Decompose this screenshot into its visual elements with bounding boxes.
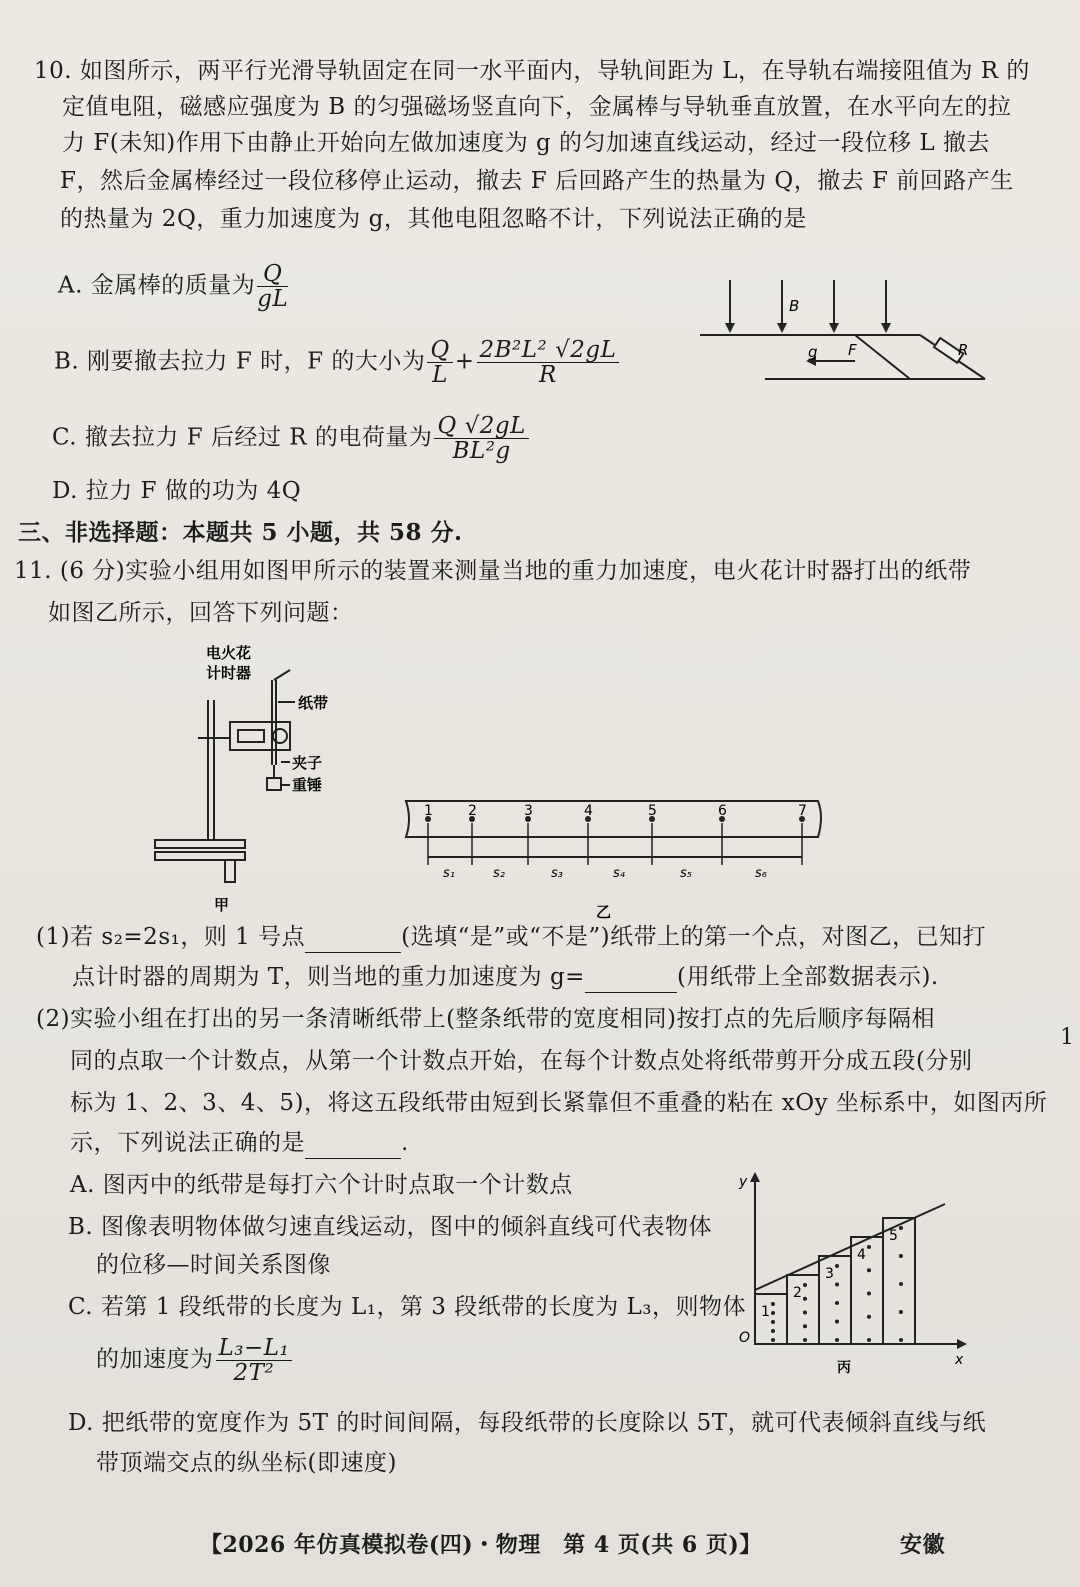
field-arrow-head-1 — [725, 323, 735, 333]
strip-4-dot — [867, 1292, 871, 1296]
tape-strip-2 — [787, 1275, 819, 1344]
q11-option-d-line-1: D. 把纸带的宽度作为 5T 的时间间隔，每段纸带的长度除以 5T，就可代表倾斜直线与纸 — [68, 1410, 987, 1436]
q11-part2-line-3: 标为 1、2、3、4、5)，将这五段纸带由短到长紧靠但不重叠的粘在 xOy 坐标系中，如图丙所 — [70, 1090, 1048, 1116]
tape-point-label-3: 3 — [524, 803, 533, 819]
q11-option-c-line-2 — [96, 1336, 294, 1385]
section-3-heading: 三、非选择题：本题共 5 小题，共 58 分. — [18, 519, 463, 546]
footer-page-info: 【2026 年仿真模拟卷(四)・物理 第 4 页(共 6 页)】 — [200, 1532, 762, 1558]
tape-segment-label-4: s₄ — [613, 866, 625, 881]
q10-line-1: 10. 如图所示，两平行光滑导轨固定在同一水平面内，导轨间距为 L，在导轨右端接阻值为 R 的 — [34, 58, 1030, 84]
tape-strip-1 — [755, 1294, 787, 1344]
strip-label-2: 2 — [793, 1285, 802, 1301]
fraction-numerator: Q — [427, 338, 452, 363]
strip-3-dot — [835, 1320, 839, 1324]
tape-point-label-4: 4 — [584, 803, 593, 819]
y-axis-arrow — [750, 1172, 760, 1182]
strip-1-dot — [771, 1311, 775, 1315]
strip-3-dot — [835, 1301, 839, 1305]
q10-line-5: 的热量为 2Q，重力加速度为 g，其他电阻忽略不计，下列说法正确的是 — [60, 206, 807, 232]
strip-label-4: 4 — [857, 1247, 866, 1263]
fraction-denominator: 2T² — [233, 1360, 275, 1386]
strip-4-dot — [867, 1245, 871, 1249]
q10-option-b-text: B. 刚要撤去拉力 F 时，F 的大小为 — [54, 348, 426, 375]
q10-option-b — [54, 338, 621, 387]
strip-5-dot — [899, 1282, 903, 1286]
figure-yi-paper-tape — [400, 795, 825, 925]
q10-option-c-text: C. 撤去拉力 F 后经过 R 的电荷量为 — [52, 424, 433, 451]
tape-point-label-7: 7 — [798, 803, 807, 819]
tape-segment-label-6: s₆ — [755, 866, 767, 881]
strip-1-dot — [771, 1329, 775, 1333]
fraction-denominator: R — [539, 362, 557, 388]
q10-option-b-fraction-2 — [477, 338, 620, 387]
spark-timer-inner — [238, 730, 264, 742]
strip-1-dot — [771, 1320, 775, 1324]
fraction-numerator: Q — [257, 262, 288, 287]
q10-option-d: D. 拉力 F 做的功为 4Q — [52, 478, 302, 504]
fraction-denominator: gL — [257, 286, 289, 312]
q11-option-b-line-2: 的位移—时间关系图像 — [96, 1252, 331, 1278]
q10-option-a — [58, 262, 290, 311]
strip-4-dot — [867, 1268, 871, 1272]
q11-option-c-line-1: C. 若第 1 段纸带的长度为 L₁，第 3 段纸带的长度为 L₃，则物体 — [68, 1294, 747, 1320]
caption-yi: 乙 — [596, 903, 612, 921]
q10-option-a-fraction — [257, 262, 288, 311]
label-g: g — [808, 343, 818, 361]
answer-blank-2[interactable] — [585, 962, 677, 993]
strip-3-dot — [835, 1283, 839, 1287]
label-spark-timer-2: 计时器 — [206, 664, 252, 682]
strip-5-dot — [899, 1338, 903, 1342]
strip-2-dot — [803, 1324, 807, 1328]
tape-strip-3 — [819, 1256, 851, 1344]
plus-sign: + — [454, 348, 475, 375]
tape-segment-label-1: s₁ — [443, 866, 455, 881]
label-clip: 夹子 — [292, 754, 323, 772]
strip-3-dot — [835, 1338, 839, 1342]
field-arrow-head-2 — [777, 323, 787, 333]
label-weight: 重锤 — [292, 776, 323, 794]
q10-line-4: F，然后金属棒经过一段位移停止运动，撤去 F 后回路产生的热量为 Q，撤去 F 前回路产生 — [60, 168, 1014, 194]
tape-point-label-6: 6 — [718, 803, 727, 819]
tape-point-label-1: 1 — [424, 803, 433, 819]
field-arrow-head-3 — [829, 323, 839, 333]
q11-part2-line-1: (2)实验小组在打出的另一条清晰纸带上(整条纸带的宽度相同)按打点的先后顺序每隔相 — [36, 1006, 936, 1032]
q11-option-c-text: 的加速度为 — [96, 1346, 214, 1373]
caption-bing: 丙 — [837, 1360, 851, 1376]
label-y: y — [739, 1174, 748, 1190]
x-axis-arrow — [957, 1339, 967, 1349]
strip-4-dot — [867, 1315, 871, 1319]
label-origin: O — [739, 1330, 751, 1346]
q11-line-1: 11. (6 分)实验小组用如图甲所示的装置来测量当地的重力加速度，电火花计时器打出的纸带 — [14, 558, 972, 584]
q10-option-b-fraction-1 — [427, 338, 452, 387]
q11-part1-line-1 — [36, 922, 986, 953]
q11-part2-text: 示，下列说法正确的是 — [70, 1130, 305, 1156]
tape-segment-label-5: s₅ — [680, 866, 692, 881]
q11-part1-line-2 — [72, 962, 939, 993]
q11-part1-text-c: 点计时器的周期为 T，则当地的重力加速度为 g= — [72, 964, 585, 990]
hand-hold — [274, 670, 290, 680]
fraction-numerator: Q √2gL — [434, 414, 528, 439]
q11-part1-text-b: (选填“是”或“不是”)纸带上的第一个点，对图乙，已知打 — [401, 924, 987, 950]
fraction-denominator: BL²g — [452, 438, 511, 464]
strip-1-dot — [771, 1302, 775, 1306]
q10-line-2: 定值电阻，磁感应强度为 B 的匀强磁场竖直向下，金属棒与导轨垂直放置，在水平向左的拉 — [62, 94, 1012, 120]
fraction-numerator: L₃−L₁ — [216, 1336, 293, 1361]
q11-line-2: 如图乙所示，回答下列问题： — [48, 600, 354, 626]
fraction-numerator: 2B²L² √2gL — [477, 338, 620, 363]
label-x: x — [955, 1352, 964, 1368]
strip-label-5: 5 — [889, 1228, 898, 1244]
strip-label-3: 3 — [825, 1266, 834, 1282]
metal-rod — [855, 335, 910, 379]
figure-bing-strip-chart — [725, 1172, 970, 1382]
stand-base-top — [155, 840, 245, 848]
strip-4-dot — [867, 1338, 871, 1342]
label-spark-timer-1: 电火花 — [206, 644, 252, 662]
strip-5-dot — [899, 1254, 903, 1258]
figure-jia-apparatus — [150, 640, 350, 920]
q11-option-d-line-2: 带顶端交点的纵坐标(即速度) — [96, 1450, 397, 1476]
tape-segment-label-3: s₃ — [551, 866, 563, 881]
q11-part2-line-4 — [70, 1128, 409, 1159]
label-B: B — [789, 297, 800, 315]
q11-part1-text-d: (用纸带上全部数据表示). — [676, 964, 939, 990]
strip-3-dot — [835, 1264, 839, 1268]
side-mark: 1 — [1060, 1025, 1074, 1050]
caption-jia: 甲 — [214, 896, 230, 914]
strip-label-1: 1 — [761, 1304, 770, 1320]
q11-option-a: A. 图丙中的纸带是每打六个计时点取一个计数点 — [70, 1172, 573, 1198]
stand-base-bottom — [155, 852, 245, 860]
label-R: R — [958, 341, 969, 359]
label-F: F — [848, 341, 857, 359]
q11-option-c-fraction — [216, 1336, 293, 1385]
q11-part2-end: . — [401, 1130, 409, 1156]
q10-option-a-text: A. 金属棒的质量为 — [58, 272, 256, 299]
strip-2-dot — [803, 1297, 807, 1301]
tape-strip-4 — [851, 1237, 883, 1344]
tape-strip-5 — [883, 1218, 915, 1344]
tape-point-label-5: 5 — [648, 803, 657, 819]
strip-5-dot — [899, 1310, 903, 1314]
q11-option-b-line-1: B. 图像表明物体做匀速直线运动，图中的倾斜直线可代表物体 — [68, 1214, 713, 1240]
strip-2-dot — [803, 1283, 807, 1287]
strip-2-dot — [803, 1338, 807, 1342]
q10-line-3: 力 F(未知)作用下由静止开始向左做加速度为 g 的匀加速直线运动，经过一段位移 L 撤去 — [62, 130, 990, 156]
q11-part1-text-a: (1)若 s₂=2s₁，则 1 号点 — [36, 924, 306, 950]
weight-block — [267, 778, 281, 790]
stand-foot — [225, 860, 235, 882]
tape-segment-label-2: s₂ — [493, 866, 505, 881]
q10-option-c — [52, 414, 531, 463]
footer-region: 安徽 — [900, 1532, 946, 1558]
answer-blank-3[interactable] — [305, 1128, 401, 1159]
q10-rail-figure — [690, 275, 1000, 395]
answer-blank-1[interactable] — [305, 922, 401, 953]
strip-1-dot — [771, 1338, 775, 1342]
label-paper-tape: 纸带 — [298, 694, 329, 712]
strip-2-dot — [803, 1311, 807, 1315]
q10-option-c-fraction — [434, 414, 528, 463]
tape-point-label-2: 2 — [468, 803, 477, 819]
strip-5-dot — [899, 1226, 903, 1230]
field-arrow-head-4 — [881, 323, 891, 333]
fraction-denominator: L — [432, 362, 448, 388]
q11-part2-line-2: 同的点取一个计数点，从第一个计数点开始，在每个计数点处将纸带剪开分成五段(分别 — [70, 1048, 973, 1074]
